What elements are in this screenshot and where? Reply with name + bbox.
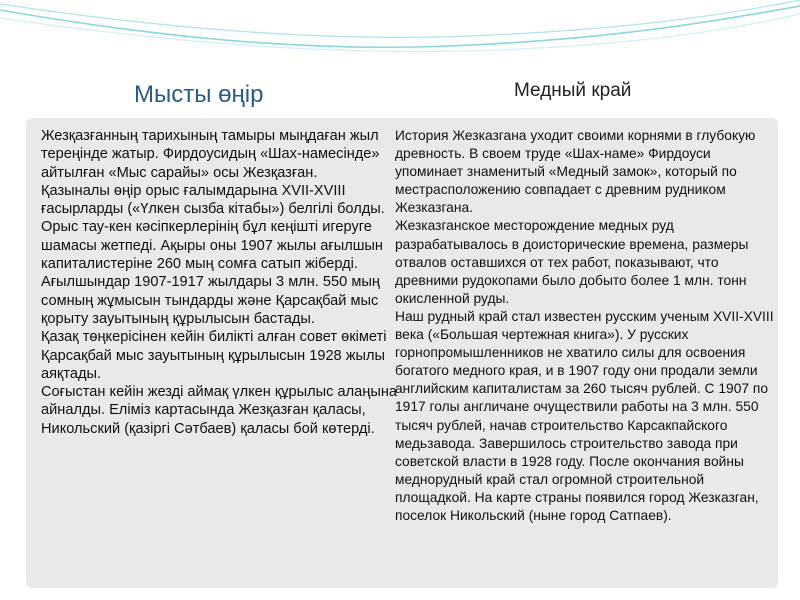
ru-paragraph: Жезказганское месторождение медных руд разрабатывалось в доисторические времена, размеры отвалов оставшихся от тех работ, показывают, что древними рудокопами было добыто более 1 млн. тонн окисленной руды.	[395, 218, 749, 306]
kz-paragraph: Соғыстан кейін жезді аймақ үлкен құрылыс алаңына айналды. Еліміз картасында Жезқазған қаласы, Никольский (қазіргі Сәтбаев) қаласы бой көтерді.	[41, 384, 397, 437]
kazakh-text-column	[41, 127, 401, 438]
kz-paragraph: Орыс тау-кен кәсіпкерлерінің бұл кеңішті игеруге шамасы жетпеді. Ақыры оны 1907 жылы ағылшын капиталистеріне 260 мың сомға сатып жіберді. Ағылшындар 1907-1917 жылдары 3 млн. 550 мың сомның жұмысын тындарды және Қарсақбай мыс қорыту зауытының құрылысын бастады.	[41, 219, 383, 327]
ru-paragraph: Наш рудный край стал известен русским ученым XVII-XVIII века («Большая чертежная книга»). У русских горнопромышленников не хватило силы для освоения богатого медного края, и в 1907 году они продали земли английским капиталистам за 260 тысяч рублей. С 1907 по 1917 голы англичане очуществили работы на 3 млн. 550 тысяч рублей, начав строительство Карсакпайского медьзавода. Завершилось строительство завода при советской власти в 1928 году. После окончания войны меднорудный край стал огромной строительной площадкой. На карте страны появился город Жезказган, поселок Никольский (ныне город Сатпаев).	[395, 308, 774, 523]
russian-text-column	[395, 127, 780, 525]
title-kazakh: Мысты өңір	[134, 81, 264, 108]
kz-paragraph: Жезқазғанның тарихының тамыры мыңдаған жыл тереңінде жатыр. Фирдоусидың «Шах-намесінде» айтылған «Мыс сарайы» осы Жезқазған.	[41, 128, 380, 181]
kz-paragraph: Қазақ төңкерісінен кейін билікті алған совет өкіметі Қарсақбай мыс зауытының құрылысын 1928 жылы аяқтады.	[41, 329, 387, 382]
title-russian: Медный край	[514, 80, 632, 101]
ru-paragraph: История Жезказгана уходит своими корнями в глубокую древность. В своем труде «Шах-наме» Фирдоуси упоминает знаменитый «Медный замок», который по местрасположению совпадает с древним рудником Жезказгана.	[395, 128, 756, 216]
kz-paragraph: Қазыналы өңір орыс ғалымдарына XVII-XVIII ғасырларды («Үлкен сызба кітабы») белгілі болды.	[41, 182, 385, 218]
